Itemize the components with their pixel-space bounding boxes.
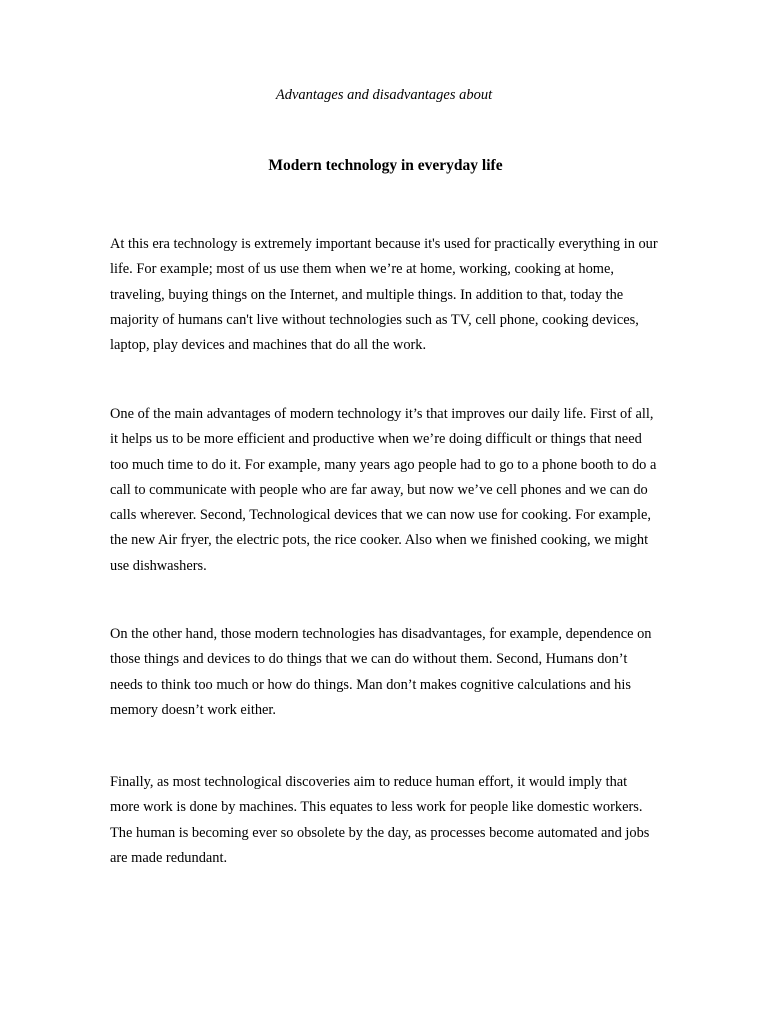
paragraph-intro: At this era technology is extremely important because it's used for practically everything in our life. For example; most of us use them when we’re at home, working, cooking at home, traveling, buying things on the Internet, and multiple things. In addition to that, today the majority of humans can't live without technologies such as TV, cell phone, cooking devices, laptop, play devices and machines that do all the work.: [110, 236, 658, 354]
document-title: Modern technology in everyday life: [268, 157, 503, 174]
document-subtitle: Advantages and disadvantages about: [275, 87, 493, 103]
paragraph-disadvantages: On the other hand, those modern technologies has disadvantages, for example, dependence on those things and devices to do things that we can do without them. Second, Humans don’t needs to think too much or how do things. Man don’t makes cognitive calculations and his memory doesn’t work either.: [110, 626, 652, 718]
paragraph-advantages: One of the main advantages of modern technology it’s that improves our daily life. First of all, it helps us to be more efficient and productive when we’re doing difficult or things that need too much time to do it. For example, many years ago people had to go to a phone booth to do a call to communicate with people who are far away, but now we’ve cell phones and we can do calls wherever. Second, Technological devices that we can now use for cooking. For example, the new Air fryer, the electric pots, the rice cooker. Also when we finished cooking, we might use dishwashers.: [110, 406, 657, 574]
paragraph-conclusion: Finally, as most technological discoveries aim to reduce human effort, it would imply that more work is done by machines. This equates to less work for people like domestic workers. The human is becoming ever so obsolete by the day, as processes become automated and jobs are made redundant.: [110, 774, 650, 866]
